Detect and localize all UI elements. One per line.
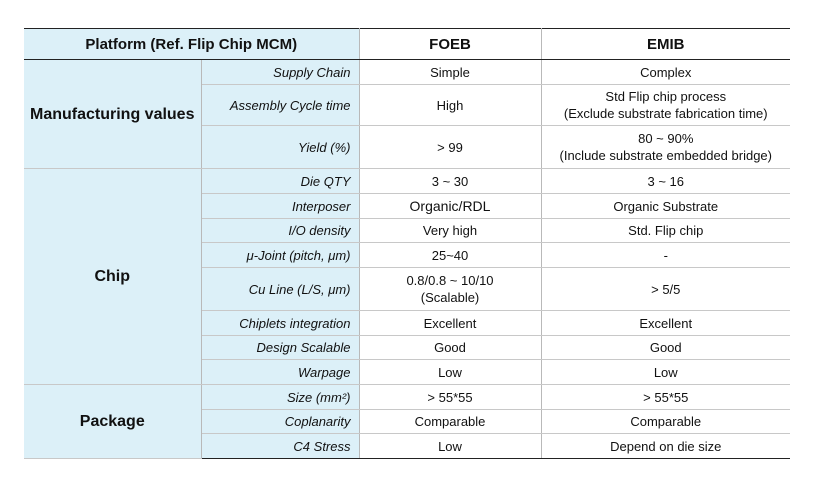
- foeb-header: FOEB: [359, 29, 541, 60]
- emib-cell: Comparable: [541, 410, 790, 434]
- param-cell: Chiplets integration: [201, 311, 359, 336]
- foeb-cell: 3 ~ 30: [359, 169, 541, 194]
- foeb-cell: Simple: [359, 60, 541, 85]
- param-cell: Coplanarity: [201, 410, 359, 434]
- category-label: Manufacturing values: [30, 105, 195, 123]
- param-cell: C4 Stress: [201, 434, 359, 459]
- foeb-cell: High: [359, 85, 541, 126]
- emib-cell-line1: Std Flip chip process: [605, 89, 727, 104]
- emib-cell-line2: (Exclude substrate fabrication time): [563, 106, 768, 121]
- foeb-cell: Good: [359, 336, 541, 360]
- emib-cell: > 55*55: [541, 385, 790, 410]
- foeb-cell: Excellent: [359, 311, 541, 336]
- foeb-cell: Organic/RDL: [359, 194, 541, 219]
- param-cell: Interposer: [201, 194, 359, 219]
- param-cell: I/O density: [201, 219, 359, 243]
- param-cell: Design Scalable: [201, 336, 359, 360]
- param-cell: Size (mm²): [201, 385, 359, 410]
- emib-cell: Good: [541, 336, 790, 360]
- emib-cell: [541, 85, 790, 126]
- platform-header: Platform (Ref. Flip Chip MCM): [24, 29, 359, 60]
- foeb-cell: [359, 268, 541, 311]
- foeb-cell: Comparable: [359, 410, 541, 434]
- foeb-cell: Low: [359, 360, 541, 385]
- category-label: Package: [79, 413, 145, 430]
- param-cell: Yield (%): [201, 126, 359, 169]
- emib-cell-line2: (Include substrate embedded bridge): [559, 148, 772, 163]
- category-manufacturing: [24, 60, 201, 169]
- emib-cell: Organic Substrate: [541, 194, 790, 219]
- emib-cell: [541, 126, 790, 169]
- emib-header: EMIB: [541, 29, 790, 60]
- param-cell: Supply Chain: [201, 60, 359, 85]
- table-row: [24, 169, 790, 194]
- emib-cell: Low: [541, 360, 790, 385]
- category-label: Chip: [94, 268, 131, 285]
- emib-cell: Std. Flip chip: [541, 219, 790, 243]
- emib-cell: -: [541, 243, 790, 268]
- comparison-table: [24, 28, 790, 459]
- table-row: [24, 385, 790, 410]
- emib-cell: Excellent: [541, 311, 790, 336]
- param-cell: μ-Joint (pitch, μm): [201, 243, 359, 268]
- foeb-cell: Very high: [359, 219, 541, 243]
- emib-cell: Complex: [541, 60, 790, 85]
- foeb-cell: > 55*55: [359, 385, 541, 410]
- param-cell: Assembly Cycle time: [201, 85, 359, 126]
- foeb-cell-line2: (Scalable): [420, 290, 480, 305]
- category-chip: [24, 169, 201, 385]
- emib-cell: Depend on die size: [541, 434, 790, 459]
- category-package: [24, 385, 201, 459]
- emib-cell: > 5/5: [541, 268, 790, 311]
- emib-cell-line1: 80 ~ 90%: [638, 131, 694, 146]
- foeb-cell: > 99: [359, 126, 541, 169]
- param-cell: Die QTY: [201, 169, 359, 194]
- emib-cell: 3 ~ 16: [541, 169, 790, 194]
- param-cell: Warpage: [201, 360, 359, 385]
- param-cell: Cu Line (L/S, μm): [201, 268, 359, 311]
- foeb-cell-line1: 0.8/0.8 ~ 10/10: [406, 273, 494, 288]
- table-row: [24, 60, 790, 85]
- foeb-cell: 25~40: [359, 243, 541, 268]
- foeb-cell: Low: [359, 434, 541, 459]
- header-row: [24, 29, 790, 60]
